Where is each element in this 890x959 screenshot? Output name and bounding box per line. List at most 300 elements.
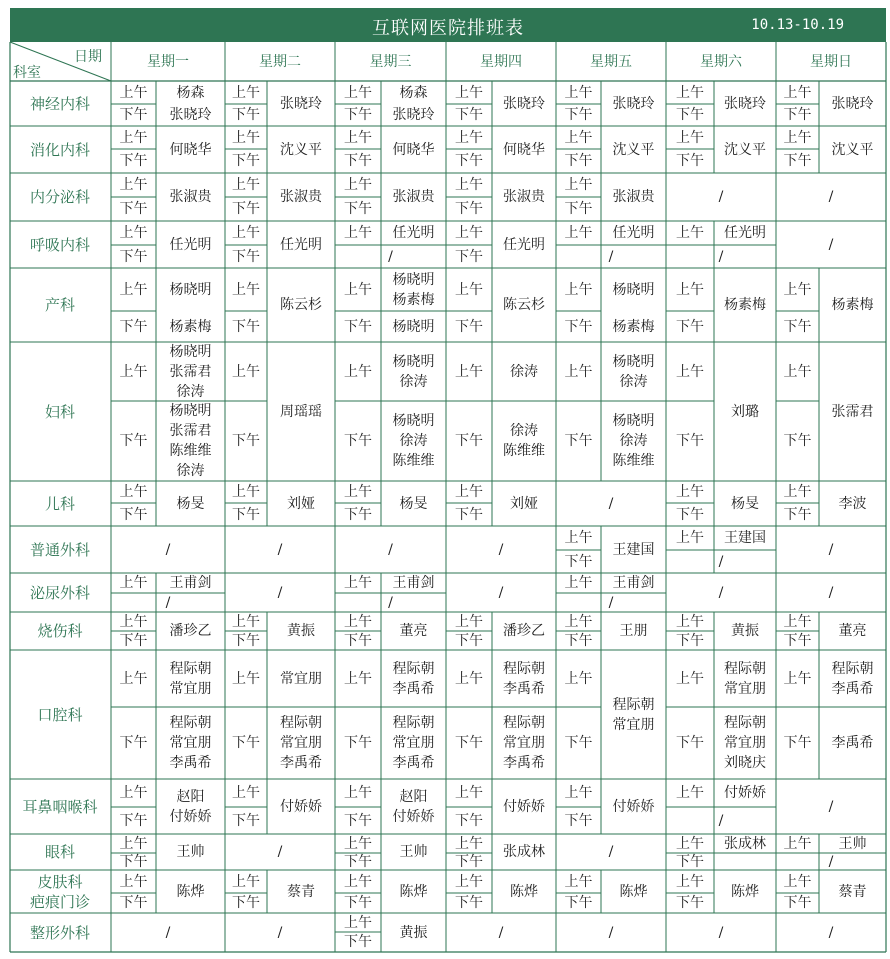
schedule-cell: 陈烨 — [399, 883, 428, 900]
pm-slot-label: 下午 — [232, 895, 260, 911]
pm-slot-label: 下午 — [344, 812, 372, 829]
pm-slot-label: 下午 — [783, 153, 812, 169]
am-slot-label: 上午 — [344, 84, 372, 101]
pm-slot-label: 下午 — [232, 153, 260, 169]
pm-doctor: / — [608, 594, 614, 611]
date-range: 10.13-10.19 — [751, 17, 844, 33]
pm-doctor: 陈维维 — [392, 453, 435, 469]
department-name: 烧伤科 — [37, 622, 83, 640]
am-slot-label: 上午 — [344, 914, 372, 931]
schedule-cell: 常宜朋 — [612, 716, 655, 733]
am-slot-label: 上午 — [783, 484, 812, 500]
pm-slot-label: 下午 — [232, 107, 260, 123]
pm-doctor: 程际朝 — [169, 715, 212, 731]
am-slot-label: 上午 — [344, 225, 372, 241]
pm-slot-label: 下午 — [783, 506, 812, 523]
pm-slot-label: 下午 — [119, 632, 148, 649]
am-doctor: 徐涛 — [176, 383, 205, 400]
am-slot-label: 上午 — [455, 84, 483, 101]
pm-slot-label: 下午 — [783, 107, 812, 123]
pm-slot-label: 下午 — [344, 153, 372, 169]
pm-doctor: 陈维维 — [169, 443, 212, 459]
am-slot-label: 上午 — [119, 613, 148, 630]
am-slot-label: 上午 — [783, 281, 812, 298]
pm-doctor: 刘晓庆 — [724, 755, 766, 771]
pm-slot-label: 下午 — [783, 735, 812, 751]
day-header: 星期三 — [369, 53, 412, 70]
schedule-cell: 潘珍乙 — [169, 623, 212, 639]
pm-slot-label: 下午 — [676, 895, 704, 911]
am-doctor: 杨素梅 — [392, 291, 435, 308]
am-slot-label: 上午 — [344, 484, 372, 500]
pm-doctor: / — [388, 594, 393, 611]
am-slot-label: 上午 — [783, 129, 812, 146]
pm-slot-label: 下午 — [455, 895, 483, 911]
department-name: 内分泌科 — [29, 188, 91, 206]
schedule-cell: 沈义平 — [724, 141, 766, 158]
pm-slot-label: 下午 — [232, 433, 260, 449]
am-slot-label: 上午 — [676, 873, 704, 890]
am-slot-label: 上午 — [119, 129, 148, 146]
pm-slot-label: 下午 — [119, 812, 148, 829]
department-name: 普通外科 — [29, 540, 91, 559]
schedule-cell: / — [165, 541, 171, 558]
pm-doctor: 张晓玲 — [392, 107, 435, 123]
pm-doctor: 李禹希 — [503, 755, 545, 771]
am-slot-label: 上午 — [783, 84, 812, 101]
pm-slot-label: 下午 — [455, 853, 483, 870]
am-doctor: 王甫剑 — [169, 575, 212, 591]
pm-doctor: 徐涛 — [619, 433, 648, 449]
am-slot-label: 上午 — [564, 363, 593, 380]
pm-doctor: 徐涛 — [510, 423, 538, 439]
schedule-cell: / — [828, 584, 834, 601]
am-slot-label: 上午 — [119, 84, 148, 101]
pm-doctor: 张晓玲 — [169, 107, 212, 123]
am-doctor: 程际朝 — [724, 660, 766, 677]
am-doctor: 常宜朋 — [724, 680, 766, 697]
department-name: 皮肤科 — [37, 872, 83, 891]
pm-slot-label: 下午 — [564, 201, 593, 217]
pm-doctor: 陈维维 — [503, 443, 545, 459]
am-slot-label: 上午 — [455, 363, 483, 380]
schedule-cell: 潘珍乙 — [503, 623, 545, 639]
am-slot-label: 上午 — [564, 225, 593, 241]
am-doctor: 程际朝 — [169, 660, 212, 677]
day-header: 星期六 — [700, 53, 742, 70]
pm-slot-label: 下午 — [232, 248, 260, 265]
schedule-cell: / — [828, 236, 834, 253]
schedule-cell: 李波 — [838, 495, 867, 512]
am-slot-label: 上午 — [455, 835, 483, 852]
am-slot-label: 上午 — [119, 575, 148, 591]
department-name: 神经内科 — [29, 94, 91, 113]
pm-doctor: 程际朝 — [280, 715, 322, 731]
schedule-cell: 刘娅 — [510, 495, 538, 512]
am-doctor: 任光明 — [392, 225, 435, 241]
am-doctor: 杨晓明 — [169, 281, 212, 298]
am-slot-label: 上午 — [232, 670, 260, 687]
pm-slot-label: 下午 — [344, 853, 372, 870]
am-slot-label: 上午 — [119, 873, 148, 890]
am-slot-label: 上午 — [344, 670, 372, 687]
pm-slot-label: 下午 — [564, 812, 593, 829]
schedule-cell: / — [277, 844, 283, 860]
pm-doctor: 徐涛 — [399, 433, 428, 449]
am-slot-label: 上午 — [564, 530, 593, 546]
pm-slot-label: 下午 — [783, 632, 812, 649]
am-slot-label: 上午 — [676, 530, 704, 546]
am-doctor: 王建国 — [724, 530, 766, 546]
am-slot-label: 上午 — [344, 363, 372, 380]
am-slot-label: 上午 — [344, 129, 372, 146]
schedule-cell: 赵阳 — [399, 788, 428, 805]
am-slot-label: 上午 — [676, 281, 704, 298]
day-header: 星期一 — [147, 53, 189, 70]
schedule-cell: 刘娅 — [287, 495, 315, 512]
pm-slot-label: 下午 — [344, 735, 372, 751]
am-doctor: 李禹希 — [503, 680, 545, 697]
schedule-cell: 黄振 — [399, 924, 428, 941]
am-doctor: 王帅 — [838, 835, 867, 852]
pm-slot-label: 下午 — [564, 107, 593, 123]
am-slot-label: 上午 — [564, 84, 593, 101]
schedule-cell: 张晓玲 — [280, 95, 322, 112]
pm-slot-label: 下午 — [344, 632, 372, 649]
am-slot-label: 上午 — [344, 785, 372, 801]
am-slot-label: 上午 — [232, 484, 260, 500]
pm-doctor: 徐涛 — [176, 463, 205, 479]
pm-slot-label: 下午 — [119, 107, 148, 123]
schedule-cell: 周瑶瑶 — [280, 403, 322, 420]
department-name: 儿科 — [44, 494, 76, 513]
schedule-cell: 蔡青 — [287, 883, 315, 900]
pm-doctor: 杨晓明 — [392, 318, 435, 335]
schedule-cell: 杨旻 — [399, 495, 428, 512]
am-slot-label: 上午 — [232, 873, 260, 890]
department-name: 消化内科 — [29, 140, 91, 159]
pm-slot-label: 下午 — [455, 812, 483, 829]
am-doctor: 杨晓明 — [612, 353, 655, 370]
schedule-cell: 陈烨 — [619, 883, 648, 900]
schedule-cell: 何晓华 — [169, 141, 212, 158]
pm-slot-label: 下午 — [344, 895, 372, 911]
am-slot-label: 上午 — [344, 613, 372, 630]
pm-slot-label: 下午 — [232, 318, 260, 335]
am-slot-label: 上午 — [564, 785, 593, 801]
schedule-cell: 何晓华 — [503, 141, 545, 158]
am-doctor: 程际朝 — [503, 660, 545, 677]
pm-slot-label: 下午 — [564, 632, 593, 649]
schedule-cell: 杨素梅 — [831, 297, 874, 313]
pm-doctor: 常宜朋 — [724, 735, 766, 751]
schedule-cell: 刘璐 — [731, 403, 759, 420]
pm-slot-label: 下午 — [119, 433, 148, 449]
schedule-cell: 张霈君 — [831, 403, 874, 420]
pm-doctor: 杨晓明 — [392, 413, 435, 429]
pm-slot-label: 下午 — [564, 153, 593, 169]
am-slot-label: 上午 — [455, 281, 483, 298]
pm-doctor: 杨晓明 — [612, 413, 655, 429]
schedule-cell: / — [828, 189, 834, 205]
am-doctor: 杨晓明 — [392, 353, 435, 370]
am-slot-label: 上午 — [676, 484, 704, 500]
pm-slot-label: 下午 — [232, 201, 260, 217]
am-doctor: 常宜朋 — [280, 670, 322, 687]
schedule-cell: 张晓玲 — [831, 95, 874, 112]
am-slot-label: 上午 — [455, 225, 483, 241]
pm-slot-label: 下午 — [676, 506, 704, 523]
schedule-cell: 张淑贵 — [612, 189, 655, 205]
am-doctor: 王甫剑 — [612, 575, 655, 591]
am-slot-label: 上午 — [232, 363, 260, 380]
am-doctor: 程际朝 — [831, 660, 874, 677]
am-doctor: 徐涛 — [399, 373, 428, 390]
schedule-cell: 付娇娇 — [169, 808, 212, 825]
pm-slot-label: 下午 — [455, 153, 483, 169]
day-header: 星期四 — [480, 53, 522, 70]
schedule-cell: / — [498, 924, 504, 941]
pm-slot-label: 下午 — [119, 506, 148, 523]
schedule-cell: 付娇娇 — [280, 798, 322, 815]
am-slot-label: 上午 — [676, 225, 704, 241]
am-slot-label: 上午 — [455, 873, 483, 890]
pm-slot-label: 下午 — [564, 735, 593, 751]
pm-doctor: / — [165, 594, 171, 611]
schedule-cell: / — [608, 844, 614, 860]
am-doctor: 张霈君 — [169, 363, 212, 380]
am-doctor: 程际朝 — [392, 660, 435, 677]
pm-slot-label: 下午 — [455, 248, 483, 265]
pm-doctor: 程际朝 — [503, 715, 545, 731]
pm-slot-label: 下午 — [564, 433, 593, 449]
schedule-cell: 何晓华 — [392, 141, 435, 158]
am-slot-label: 上午 — [676, 785, 704, 801]
pm-doctor: 杨晓明 — [169, 403, 212, 419]
department-name: 妇科 — [44, 402, 76, 421]
department-name: 眼科 — [44, 843, 76, 861]
schedule-cell: 赵阳 — [176, 788, 205, 805]
schedule-cell: 陈云杉 — [280, 297, 322, 313]
pm-slot-label: 下午 — [676, 153, 704, 169]
day-header: 星期日 — [810, 53, 852, 70]
schedule-cell: 沈义平 — [280, 141, 322, 158]
pm-slot-label: 下午 — [676, 433, 704, 449]
pm-slot-label: 下午 — [676, 632, 704, 649]
schedule-cell: 张淑贵 — [392, 189, 435, 205]
schedule-cell: 任光明 — [169, 236, 212, 253]
am-slot-label: 上午 — [344, 575, 372, 591]
schedule-cell: 张淑贵 — [280, 189, 322, 205]
schedule-cell: 王建国 — [612, 541, 655, 558]
schedule-cell: 张成林 — [503, 844, 545, 860]
pm-slot-label: 下午 — [344, 934, 372, 950]
pm-doctor: 李禹希 — [392, 755, 435, 771]
schedule-cell: 任光明 — [503, 236, 545, 253]
am-slot-label: 上午 — [119, 363, 148, 380]
schedule-cell: / — [498, 584, 504, 601]
am-slot-label: 上午 — [676, 835, 704, 852]
day-header: 星期五 — [590, 53, 632, 70]
pm-slot-label: 下午 — [344, 506, 372, 523]
schedule-cell: 王帅 — [176, 844, 205, 860]
am-doctor: 徐涛 — [510, 363, 538, 380]
department-name: 耳鼻咽喉科 — [22, 797, 98, 816]
pm-slot-label: 下午 — [455, 107, 483, 123]
pm-doctor: 李禹希 — [831, 735, 874, 751]
department-name: 呼吸内科 — [29, 235, 91, 254]
am-slot-label: 上午 — [232, 225, 260, 241]
pm-slot-label: 下午 — [119, 895, 148, 911]
department-name: 疤痕门诊 — [29, 892, 91, 911]
schedule-cell: / — [277, 924, 283, 941]
schedule-cell: / — [828, 541, 834, 558]
pm-slot-label: 下午 — [455, 632, 483, 649]
am-slot-label: 上午 — [564, 129, 593, 146]
pm-slot-label: 下午 — [119, 853, 148, 870]
am-slot-label: 上午 — [783, 873, 812, 890]
pm-slot-label: 下午 — [344, 107, 372, 123]
am-doctor: 李禹希 — [831, 680, 874, 697]
am-slot-label: 上午 — [676, 84, 704, 101]
pm-doctor: 常宜朋 — [392, 735, 435, 751]
am-slot-label: 上午 — [119, 281, 148, 298]
am-slot-label: 上午 — [564, 177, 593, 193]
schedule-cell: 黄振 — [287, 623, 315, 639]
pm-slot-label: 下午 — [232, 812, 260, 829]
schedule-cell: 张晓玲 — [503, 95, 545, 112]
schedule-cell: 陈云杉 — [503, 297, 545, 313]
pm-doctor: 李禹希 — [280, 755, 322, 771]
schedule-cell: 张淑贵 — [169, 189, 212, 205]
pm-slot-label: 下午 — [119, 318, 148, 335]
am-slot-label: 上午 — [455, 484, 483, 500]
am-doctor: 常宜朋 — [169, 680, 212, 697]
am-doctor: 付娇娇 — [724, 785, 766, 801]
schedule-cell: / — [165, 924, 171, 941]
am-slot-label: 上午 — [119, 670, 148, 687]
am-slot-label: 上午 — [676, 670, 704, 687]
pm-doctor: 程际朝 — [724, 715, 766, 731]
schedule-cell: 蔡青 — [838, 883, 867, 900]
department-name: 整形外科 — [29, 923, 91, 942]
am-doctor: 杨晓明 — [612, 281, 655, 298]
pm-doctor: 张霈君 — [169, 423, 212, 439]
schedule-cell: / — [608, 495, 614, 512]
am-doctor: 王甫剑 — [392, 575, 435, 591]
pm-slot-label: 下午 — [455, 318, 483, 335]
pm-slot-label: 下午 — [564, 318, 593, 335]
day-header: 星期二 — [259, 53, 301, 70]
schedule-cell: 杨旻 — [176, 495, 205, 512]
am-slot-label: 上午 — [232, 613, 260, 630]
schedule-cell: 王朋 — [619, 623, 648, 639]
pm-slot-label: 下午 — [119, 201, 148, 217]
pm-slot-label: 下午 — [119, 735, 148, 751]
pm-slot-label: 下午 — [455, 735, 483, 751]
pm-doctor: / — [718, 553, 724, 570]
pm-slot-label: 下午 — [232, 632, 260, 649]
schedule-cell: 沈义平 — [831, 141, 874, 158]
schedule-cell: 杨旻 — [731, 495, 759, 512]
pm-slot-label: 下午 — [676, 107, 704, 123]
pm-slot-label: 下午 — [676, 735, 704, 751]
schedule-cell: 任光明 — [280, 236, 322, 253]
am-slot-label: 上午 — [564, 873, 593, 890]
am-slot-label: 上午 — [119, 835, 148, 852]
department-name: 口腔科 — [37, 705, 83, 724]
am-slot-label: 上午 — [455, 785, 483, 801]
pm-doctor: 常宜朋 — [169, 735, 212, 751]
pm-doctor: 陈维维 — [612, 453, 655, 469]
pm-slot-label: 下午 — [676, 853, 704, 870]
schedule-cell: / — [718, 924, 724, 941]
schedule-cell: / — [498, 541, 504, 558]
schedule-cell: 董亮 — [399, 623, 428, 639]
am-doctor: 李禹希 — [392, 680, 435, 697]
am-slot-label: 上午 — [676, 613, 704, 630]
am-slot-label: 上午 — [119, 484, 148, 500]
am-doctor: 杨森 — [399, 84, 428, 101]
pm-doctor: / — [718, 812, 724, 829]
pm-slot-label: 下午 — [455, 433, 483, 449]
schedule-cell: 张晓玲 — [612, 95, 655, 112]
pm-slot-label: 下午 — [783, 318, 812, 335]
am-slot-label: 上午 — [676, 363, 704, 380]
schedule-cell: / — [277, 584, 283, 601]
schedule-cell: 沈义平 — [612, 141, 655, 158]
schedule-cell: 董亮 — [838, 623, 867, 639]
pm-doctor: 李禹希 — [169, 755, 212, 771]
schedule-cell: 陈烨 — [731, 883, 759, 900]
am-slot-label: 上午 — [119, 785, 148, 801]
am-slot-label: 上午 — [783, 670, 812, 687]
am-doctor: 任光明 — [724, 225, 766, 241]
schedule-cell: 陈烨 — [510, 883, 538, 900]
department-name: 产科 — [44, 296, 76, 314]
pm-doctor: 常宜朋 — [280, 735, 322, 751]
am-doctor: 任光明 — [612, 225, 655, 241]
am-slot-label: 上午 — [232, 84, 260, 101]
am-slot-label: 上午 — [232, 281, 260, 298]
schedule-cell: 王帅 — [399, 844, 428, 860]
am-slot-label: 上午 — [344, 177, 372, 193]
corner-date-label: 日期 — [74, 49, 102, 65]
pm-doctor: 杨素梅 — [169, 318, 212, 335]
pm-doctor: / — [608, 248, 614, 265]
schedule-cell: / — [828, 798, 834, 815]
schedule-cell: / — [718, 189, 724, 205]
page-title: 互联网医院排班表 — [372, 18, 524, 39]
pm-doctor: / — [718, 248, 724, 265]
corner-dept-label: 科室 — [13, 65, 41, 81]
pm-slot-label: 下午 — [564, 895, 593, 911]
pm-doctor: 程际朝 — [392, 715, 435, 731]
schedule-cell: 付娇娇 — [612, 798, 655, 815]
pm-slot-label: 下午 — [344, 318, 372, 335]
pm-slot-label: 下午 — [232, 506, 260, 523]
am-slot-label: 上午 — [119, 225, 148, 241]
pm-slot-label: 下午 — [783, 895, 812, 911]
pm-slot-label: 下午 — [783, 433, 812, 449]
pm-slot-label: 下午 — [119, 153, 148, 169]
am-slot-label: 上午 — [232, 129, 260, 146]
am-slot-label: 上午 — [455, 129, 483, 146]
schedule-cell: / — [277, 541, 283, 558]
schedule-cell: 杨素梅 — [724, 297, 766, 313]
am-slot-label: 上午 — [783, 835, 812, 852]
am-slot-label: 上午 — [455, 177, 483, 193]
